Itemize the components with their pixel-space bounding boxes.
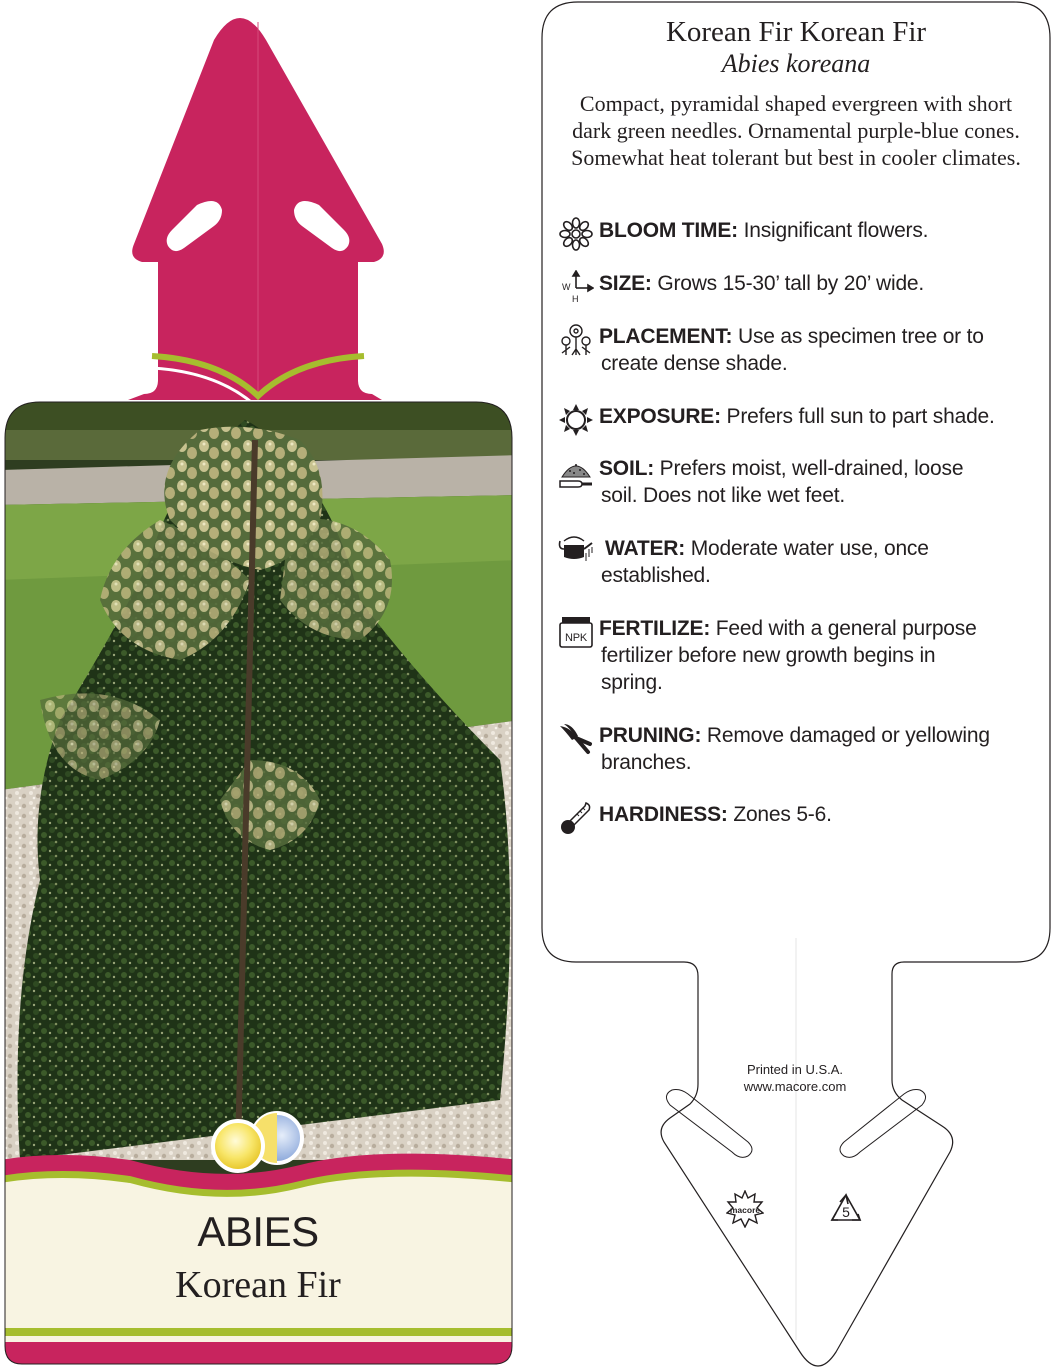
- care-text: Use as specimen tree or to: [737, 325, 984, 348]
- size-arrows-icon: [558, 270, 594, 304]
- scientific-name: Abies koreana: [721, 49, 871, 78]
- care-text-cont: established.: [601, 564, 711, 587]
- website-text: www.macore.com: [743, 1079, 847, 1094]
- care-row-soil: [558, 455, 1038, 509]
- npk-bag-icon: [558, 615, 594, 649]
- care-row-placement: [558, 323, 1038, 377]
- sun-icon: [558, 403, 594, 437]
- care-text: Insignificant flowers.: [743, 219, 929, 242]
- care-text-cont: create dense shade.: [601, 352, 788, 375]
- care-label: WATER:: [605, 537, 686, 560]
- pruners-icon: [558, 722, 594, 756]
- care-label: PRUNING:: [599, 724, 702, 747]
- care-text: Prefers full sun to part shade.: [726, 405, 995, 428]
- soil-trowel-icon: [558, 455, 594, 489]
- care-text: Moderate water use, once: [690, 537, 929, 560]
- care-row-size: [558, 270, 1038, 304]
- care-text: Feed with a general purpose: [715, 617, 977, 640]
- care-label: EXPOSURE:: [599, 405, 721, 428]
- plant-genus: ABIES: [197, 1208, 319, 1255]
- care-label: SIZE:: [599, 272, 652, 295]
- macore-logo: [726, 1190, 764, 1228]
- size-height-letter: H: [572, 294, 579, 304]
- back-title: Korean Fir Korean Fir: [665, 16, 927, 48]
- care-label: HARDINESS:: [599, 803, 728, 826]
- macore-logo-text: macore: [729, 1205, 761, 1215]
- care-label: PLACEMENT:: [599, 325, 733, 348]
- care-text: Grows 15-30’ tall by 20’ wide.: [657, 272, 925, 295]
- care-label: BLOOM TIME:: [599, 219, 738, 242]
- flower-icon: [558, 217, 594, 251]
- care-row-exposure: [558, 403, 1038, 430]
- watering-can-icon: [558, 535, 594, 569]
- front-arrow-top: [128, 18, 384, 400]
- care-row-hardiness: [558, 801, 1038, 828]
- care-text-cont: soil. Does not like wet feet.: [601, 484, 845, 507]
- care-text: Prefers moist, well-drained, loose: [659, 457, 964, 480]
- care-text-cont: spring.: [601, 671, 663, 694]
- care-text-cont: fertilizer before new growth begins in: [601, 644, 936, 667]
- care-text: Zones 5-6.: [733, 803, 832, 826]
- care-row-fertilize: [558, 615, 1038, 696]
- care-text-cont: branches.: [601, 751, 692, 774]
- recycle-number: 5: [842, 1204, 850, 1220]
- care-row-water: [558, 535, 1038, 589]
- front-tag: [0, 0, 520, 1369]
- care-row-bloom-time: [558, 217, 1038, 244]
- thermometer-icon: [558, 801, 594, 835]
- care-label: SOIL:: [599, 457, 654, 480]
- care-text: Remove damaged or yellowing: [706, 724, 990, 747]
- plant-common-name: Korean Fir: [175, 1264, 341, 1306]
- recycle-icon: [828, 1192, 864, 1226]
- plant-description: Compact, pyramidal shaped evergreen with short dark green needles. Ornamental purple-blue cones. Somewhat heat tolerant but best in cooler climates.: [571, 91, 1021, 170]
- print-info: [700, 1061, 890, 1095]
- care-row-pruning: [558, 722, 1038, 776]
- care-label: FERTILIZE:: [599, 617, 711, 640]
- printed-in-text: Printed in U.S.A.: [746, 1062, 844, 1077]
- npk-text: NPK: [564, 632, 588, 644]
- sun-exposure-icons: [213, 1113, 302, 1171]
- placement-flowers-icon: [558, 323, 594, 357]
- size-width-letter: W: [562, 282, 571, 292]
